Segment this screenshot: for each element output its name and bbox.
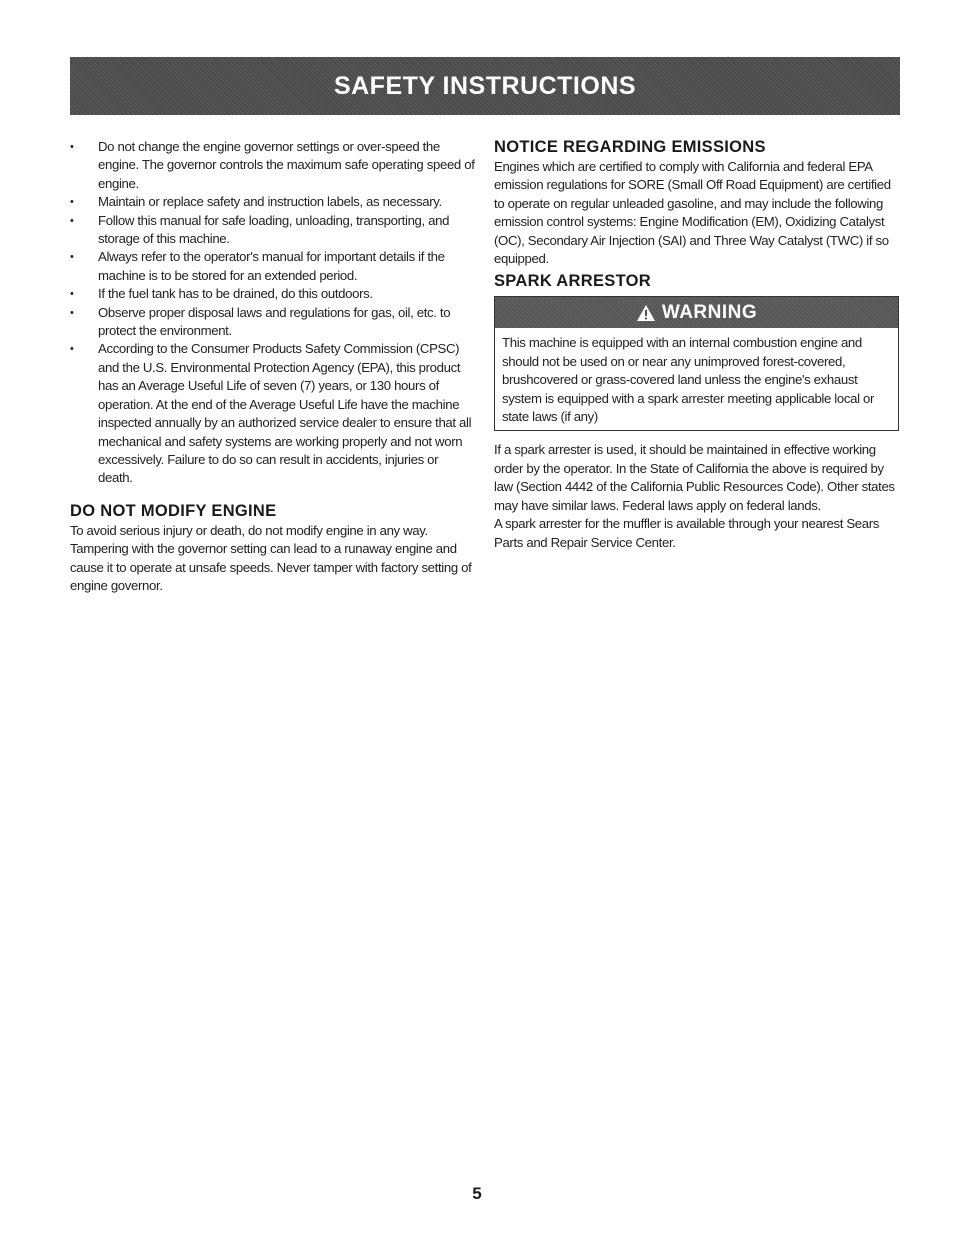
list-item: • Follow this manual for safe loading, unloading, transporting, and storage of this machine. (70, 212, 450, 247)
warning-title: WARNING (661, 301, 758, 323)
spark-arrester-availability-text: A spark arrester for the muffler is available through your nearest Sears Parts and Repair Service Center. (494, 516, 880, 550)
page-number: 5 (472, 1184, 482, 1203)
section-banner (70, 57, 900, 115)
modify-engine-heading: DO NOT MODIFY ENGINE (70, 501, 277, 520)
emissions-text: Engines which are certified to comply with California and federal EPA emission regulations for SORE (Small Off Road Equipment) are certified to operate on regular unleaded gasoline, and may include the following emission control systems: Engine Modification (EM), Oxidizing Catalyst (OC), Secondary Air Injection (SAI) and Three Way Catalyst (TWC) if so equipped. (494, 159, 891, 267)
warning-text: This machine is equipped with an internal combustion engine and should not be used on or near any unimproved forest-covered, brushcovered or grass-covered land unless the engine's exhaust system is equipped with a spark arrester meeting applicable local or state laws (if any) (502, 335, 875, 425)
bullet-icon: • (70, 214, 74, 227)
emissions-heading: NOTICE REGARDING EMISSIONS (494, 138, 766, 156)
spark-arrester-text: If a spark arrester is used, it should be maintained in effective working order by the operator. In the State of California the above is required by law (Section 4442 of the California Public Resources Code). Other states may have similar laws. Federal laws apply on federal lands. (494, 442, 895, 513)
left-column (70, 138, 475, 595)
warning-box (494, 296, 899, 431)
warning-triangle-icon (636, 304, 656, 322)
spark-arrestor-heading: SPARK ARRESTOR (494, 272, 651, 291)
safety-bullet-list (70, 138, 475, 488)
bullet-icon: • (70, 343, 74, 356)
list-item: • Always refer to the operator's manual for important details if the machine is to be stored for an extended period. (70, 249, 445, 283)
bullet-icon: • (70, 196, 74, 209)
list-item: • According to the Consumer Products Safety Commission (CPSC) and the U.S. Environmental Protection Agency (EPA), this product has an Average Useful Life of seven (7) years, or 130 hours of operation. At the end of the Average Useful Life have the machine inspected annually by an authorized service dealer to ensure that all mechanical and safety systems are working properly and not worn excessively. Failure to do so can result in accidents, injuries or death. (70, 341, 472, 486)
right-column (494, 138, 899, 552)
list-item: • Maintain or replace safety and instruction labels, as necessary. (70, 193, 475, 211)
list-item: • If the fuel tank has to be drained, do this outdoors. (70, 285, 475, 303)
list-item: • Observe proper disposal laws and regulations for gas, oil, etc. to protect the environment. (70, 304, 451, 339)
bullet-icon: • (70, 288, 74, 301)
bullet-icon: • (70, 306, 74, 319)
modify-engine-text: To avoid serious injury or death, do not modify engine in any way. Tampering with the governor setting can lead to a runaway engine and cause it to operate at unsafe speeds. Never tamper with factory setting of engine governor. (70, 522, 472, 593)
page-title: SAFETY INSTRUCTIONS (333, 71, 637, 100)
list-item: • Do not change the engine governor settings or over-speed the engine. The governor controls the maximum safe operating speed of engine. (70, 139, 475, 191)
warning-header (495, 297, 898, 328)
bullet-icon: • (70, 141, 74, 153)
bullet-icon: • (70, 251, 74, 264)
